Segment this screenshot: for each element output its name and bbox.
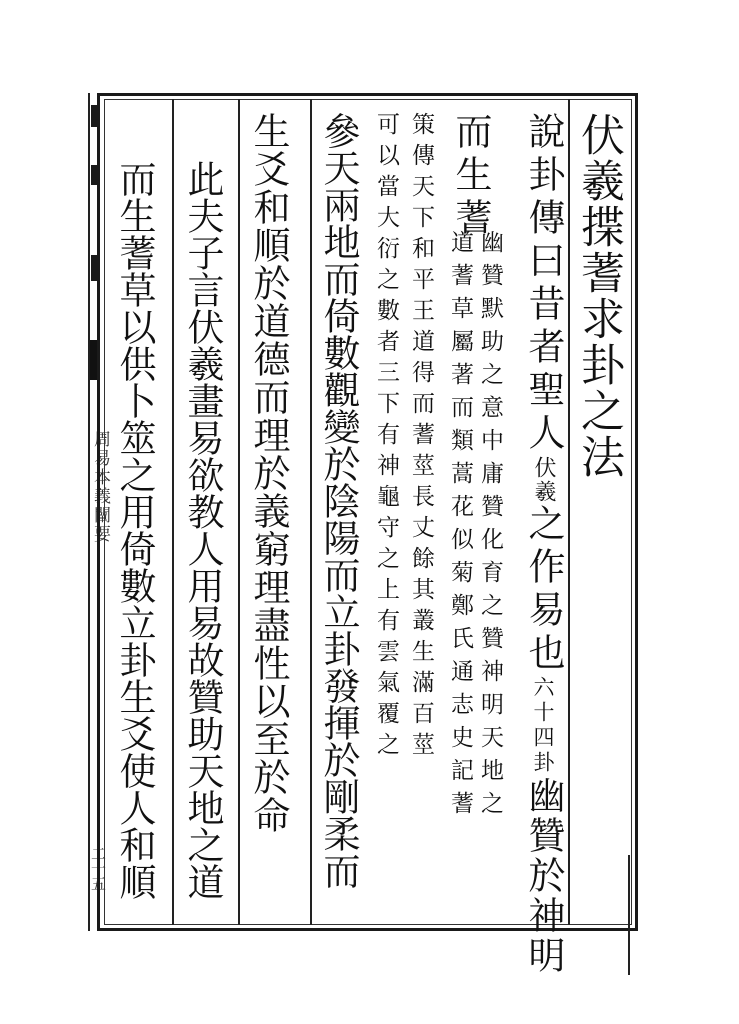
text-column-2-main: 而生蓍 <box>449 112 492 241</box>
main-text: 說卦傳曰昔者聖人 <box>522 112 565 456</box>
column-rule <box>238 99 240 925</box>
main-text: 之作易也 <box>522 504 565 676</box>
main-text: 幽贊於神明 <box>522 776 565 976</box>
page-number: 二十五 <box>89 846 107 891</box>
commentary-line: 可以當大衍之數者三下有神龜守之上有雲氣覆之 <box>373 112 399 763</box>
book-title-gutter: 周易本義闡要 <box>90 430 110 544</box>
column-rule <box>310 99 312 925</box>
scan-edge-line <box>628 855 630 975</box>
column-rule <box>172 99 174 925</box>
commentary-line: 幽贊默助之意中庸贊化育之贊神明天地之 <box>477 230 503 824</box>
text-column-3: 參天兩地而倚數觀變於陰陽而立卦發揮於剛柔而 <box>317 112 360 889</box>
section-title: 伏羲揲蓍求卦之法 <box>573 112 624 480</box>
commentary-line: 策傳天下和平王道得而蓍莖長丈餘其叢生滿百莖 <box>408 112 434 763</box>
text-column-1 <box>510 112 565 976</box>
commentary-line: 道蓍草屬著而類蒿花似菊鄭氏通志史記蓍 <box>447 230 473 824</box>
column-rule <box>568 99 570 925</box>
inline-note: 伏羲 <box>531 456 556 504</box>
text-column-5: 此夫子言伏羲畫易欲教人用易故贊助天地之道 <box>181 160 224 900</box>
text-column-6: 而生蓍草以供卜筮之用倚數立卦生爻使人和順 <box>113 160 156 900</box>
inline-note: 六十四卦 <box>531 676 555 776</box>
text-column-4: 生爻和順於道德而理於義窮理盡性以至於命 <box>247 112 290 834</box>
